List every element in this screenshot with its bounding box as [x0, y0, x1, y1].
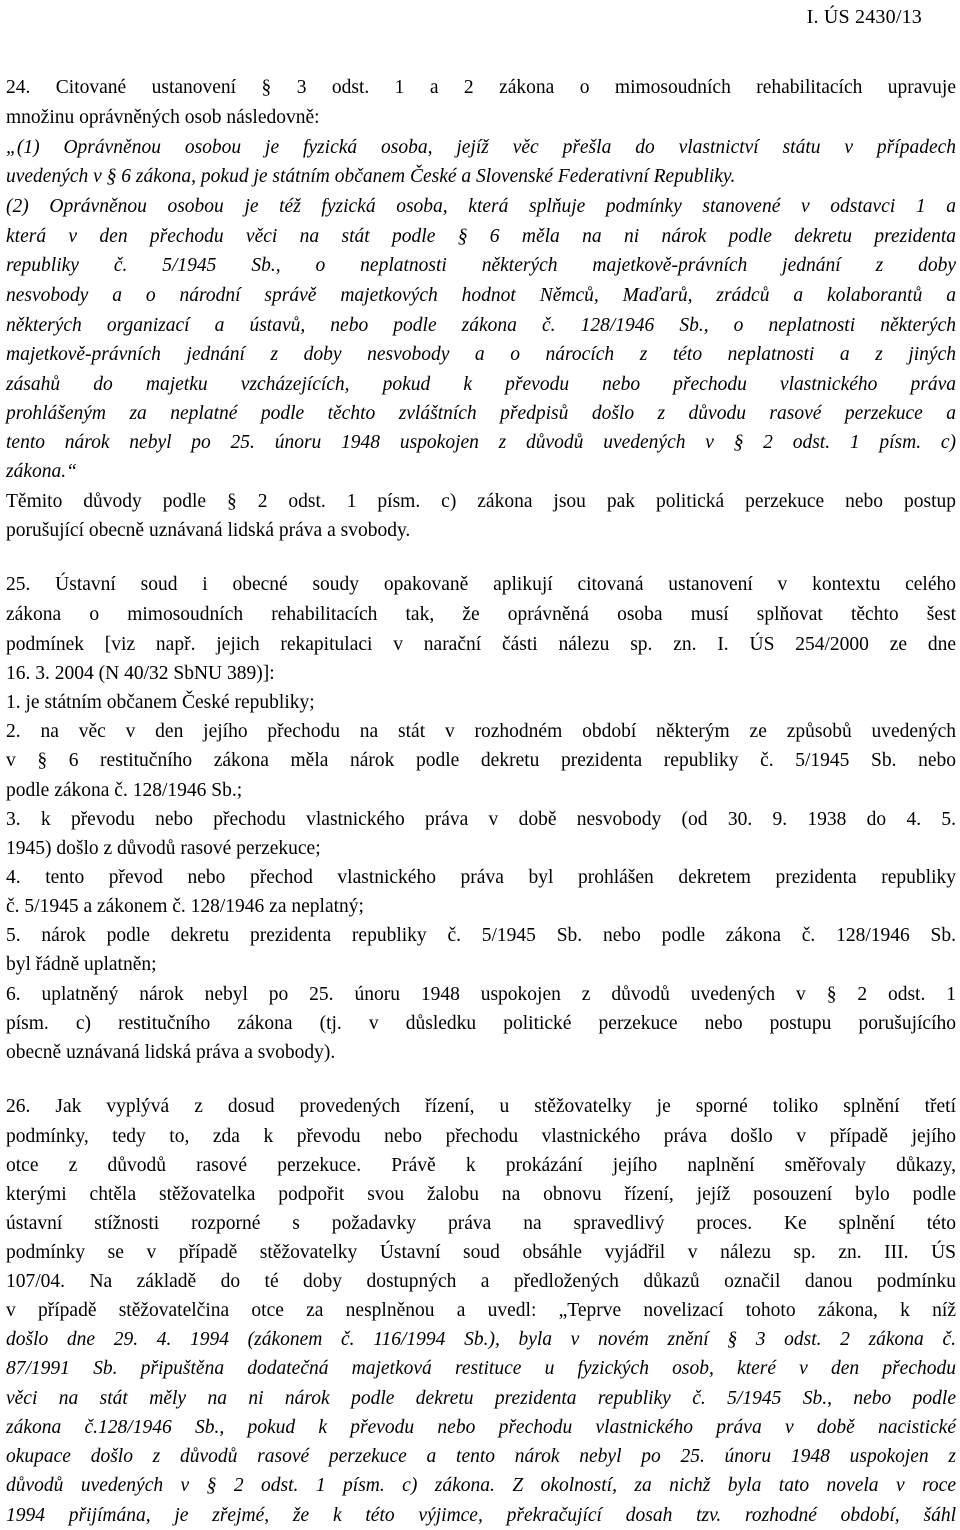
text-line: kterými chtěla stěžovatelka podpořit svou žalobu na obnovu řízení, jejíž posouzení bylo podle — [6, 1184, 956, 1205]
text-line: 1945) došlo z důvodů rasové perzekuce; — [6, 838, 321, 859]
text-line: důvodů uvedených v § 2 odst. 1 písm. c) zákona. Z okolností, za nichž byla tato novela v roce — [6, 1475, 956, 1496]
text-line: 1994 přijímána, je zřejmé, že k této výjimce, překračující dosah tzv. rozhodné období, šáhl — [6, 1505, 956, 1526]
text-line: otce z důvodů rasové perzekuce. Právě k prokázání jejího naplnění směřovaly důkazy, — [6, 1155, 956, 1176]
text-line: 3. k převodu nebo přechodu vlastnického práva v době nesvobody (od 30. 9. 1938 do 4. 5. — [6, 809, 956, 830]
text-line: č. 5/1945 a zákonem č. 128/1946 za neplatný; — [6, 896, 364, 917]
text-line: 107/04. Na základě do té doby dostupných a předložených důkazů označil danou podmínku — [6, 1271, 956, 1292]
text-line: zákona č.128/1946 Sb., pokud k převodu nebo přechodu vlastnického práva v době nacistické — [6, 1417, 956, 1438]
text-line: okupace došlo z důvodů rasové perzekuce a tento nárok nebyl po 25. únoru 1948 uspokojen z — [6, 1446, 956, 1467]
text-line: zásahů do majetku vzcházejících, pokud k převodu nebo přechodu vlastnického práva — [6, 374, 956, 395]
text-line: „(1) Oprávněnou osobou je fyzická osoba, jejíž věc přešla do vlastnictví státu v případech — [6, 137, 956, 158]
text-line: ústavní stížnosti rozporné s požadavky práva na spravedlivý proces. Ke splnění této — [6, 1213, 956, 1234]
text-line: zákona o mimosoudních rehabilitacích tak, že oprávněná osoba musí splňovat těchto šest — [6, 604, 956, 625]
text-line: majetkově-právních jednání z doby nesvobody a o nárocích z této neplatnosti a z jiných — [6, 344, 956, 365]
text-line: která v den přechodu věci na stát podle § 6 měla na ni nárok podle dekretu prezidenta — [6, 226, 956, 247]
text-line: (2) Oprávněnou osobou je též fyzická osoba, která splňuje podmínky stanovené v odstavci 1 a — [6, 196, 956, 217]
text-line: v § 6 restitučního zákona měla nárok podle dekretu prezidenta republiky č. 5/1945 Sb. nebo — [6, 750, 956, 771]
text-line: 26. Jak vyplývá z dosud provedených řízení, u stěžovatelky je sporné toliko splnění třetí — [6, 1096, 956, 1117]
text-line: věci na stát měly na ni nárok podle dekretu prezidenta republiky č. 5/1945 Sb., nebo podle — [6, 1388, 956, 1409]
text-line: zákona.“ — [6, 461, 77, 482]
text-line: 5. nárok podle dekretu prezidenta republiky č. 5/1945 Sb. nebo podle zákona č. 128/1946 Sb. — [6, 925, 956, 946]
text-line: byl řádně uplatněn; — [6, 954, 157, 975]
text-line: obecně uznávaná lidská práva a svobody). — [6, 1042, 336, 1063]
text-line: porušující obecně uznávaná lidská práva a svobody. — [6, 520, 411, 541]
text-line: podmínky se v případě stěžovatelky Ústavní soud obsáhle vyjádřil v nálezu sp. zn. III. ÚS — [6, 1242, 956, 1263]
text-line: 2. na věc v den jejího přechodu na stát v rozhodném období některým ze způsobů uvedených — [6, 721, 956, 742]
text-line: Těmito důvody podle § 2 odst. 1 písm. c) zákona jsou pak politická perzekuce nebo postup — [6, 491, 956, 512]
text-line: podmínky, tedy to, zda k převodu nebo přechodu vlastnického práva došlo v případě jejího — [6, 1126, 956, 1147]
text-line: 1. je státním občanem České republiky; — [6, 692, 315, 713]
text-line: došlo dne 29. 4. 1994 (zákonem č. 116/1994 Sb.), byla v novém znění § 3 odst. 2 zákona č. — [6, 1329, 956, 1350]
text-line: prohlášeným za neplatné podle těchto zvláštních předpisů došlo z důvodu rasové perzekuce a — [6, 403, 956, 424]
text-line: v případě stěžovatelčina otce za nesplněnou a uvedl: „Teprve novelizací tohoto zákona, k níž — [6, 1300, 956, 1321]
text-line: 16. 3. 2004 (N 40/32 SbNU 389)]: — [6, 663, 275, 684]
text-line: 6. uplatněný nárok nebyl po 25. únoru 1948 uspokojen z důvodů uvedených v § 2 odst. 1 — [6, 984, 956, 1005]
text-line: podmínek [viz např. jejich rekapitulaci v narační části nálezu sp. zn. I. ÚS 254/2000 ze dne — [6, 634, 956, 655]
text-line: tento nárok nebyl po 25. únoru 1948 uspokojen z důvodů uvedených v § 2 odst. 1 písm. c) — [6, 432, 956, 453]
case-reference: I. ÚS 2430/13 — [806, 6, 922, 28]
text-line: podle zákona č. 128/1946 Sb.; — [6, 780, 243, 801]
text-line: republiky č. 5/1945 Sb., o neplatnosti některých majetkově-právních jednání z doby — [6, 255, 956, 276]
text-line: písm. c) restitučního zákona (tj. v důsledku politické perzekuce nebo postupu porušujícího — [6, 1013, 956, 1034]
text-line: 24. Citované ustanovení § 3 odst. 1 a 2 zákona o mimosoudních rehabilitacích upravuje — [6, 77, 956, 98]
text-line: některých organizací a ústavů, nebo podle zákona č. 128/1946 Sb., o neplatnosti některých — [6, 315, 956, 336]
text-line: 25. Ústavní soud i obecné soudy opakovaně aplikují citovaná ustanovení v kontextu celého — [6, 574, 956, 595]
text-line: 4. tento převod nebo přechod vlastnického práva byl prohlášen dekretem prezidenta republiky — [6, 867, 956, 888]
text-line: nesvobody a o národní správě majetkových hodnot Němců, Maďarů, zrádců a kolaborantů a — [6, 285, 956, 306]
text-line: 87/1991 Sb. připuštěna dodatečná majetková restituce u fyzických osob, které v den přechodu — [6, 1358, 956, 1379]
text-line: uvedených v § 6 zákona, pokud je státním občanem České a Slovenské Federativní Republiky. — [6, 166, 736, 187]
text-line: množinu oprávněných osob následovně: — [6, 107, 320, 128]
